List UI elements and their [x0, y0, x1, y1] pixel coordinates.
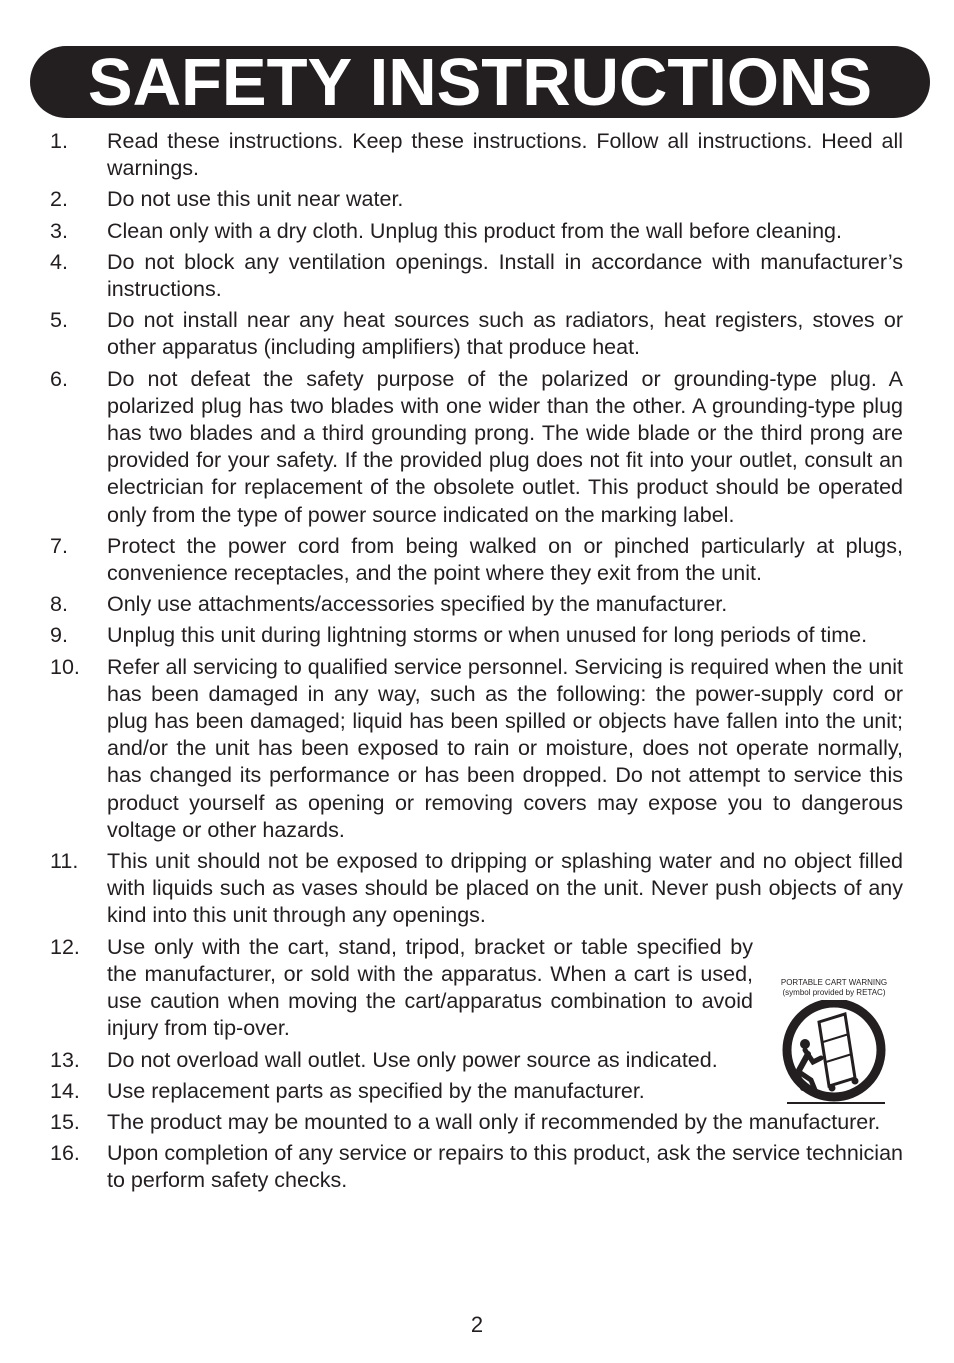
list-item: [0, 128, 954, 182]
portable-cart-warning: [775, 978, 893, 1108]
item-number: 10.: [50, 654, 80, 679]
item-text: Do not install near any heat sources such as radiators, heat registers, stoves or other apparatus (including amplifiers) that produce heat.: [107, 308, 903, 360]
item-text: The product may be mounted to a wall only if recommended by the manufacturer.: [107, 1109, 881, 1134]
list-item: [0, 218, 954, 245]
list-item: [0, 307, 954, 361]
page-title: SAFETY INSTRUCTIONS: [87, 44, 873, 120]
item-number: 2.: [50, 187, 68, 212]
item-number: 15.: [50, 1109, 80, 1134]
item-text: Upon completion of any service or repairs to this product, ask the service technician to perform safety checks.: [107, 1141, 903, 1193]
cart-warning-source: (symbol provided by RETAC): [782, 988, 886, 997]
item-number: 3.: [50, 218, 68, 243]
list-item: [0, 1140, 954, 1194]
list-item: [0, 1109, 954, 1136]
item-text: Do not defeat the safety purpose of the polarized or grounding-type plug. A polarized plug has two blades with one wider than the other. A grounding-type plug has two blades and a third grounding prong. The wide blade or the third prong are provided for your safety. If the provided plug does not fit into your outlet, consult an electrician for replacement of the obsolete outlet. This product should be operated only from the type of power source indicated on the marking label.: [107, 366, 903, 527]
item-number: 1.: [50, 129, 68, 153]
item-number: 4.: [50, 249, 68, 274]
item-number: 11.: [50, 849, 79, 874]
list-item: [0, 591, 954, 618]
item-text: Clean only with a dry cloth. Unplug this product from the wall before cleaning.: [107, 218, 842, 243]
item-number: 13.: [50, 1047, 80, 1072]
item-number: 16.: [50, 1141, 80, 1166]
item-text: Do not use this unit near water.: [107, 187, 404, 212]
list-item: [0, 186, 954, 213]
item-text: Do not block any ventilation openings. Install in accordance with manufacturer’s instructions.: [107, 249, 903, 302]
item-number: 9.: [50, 623, 68, 648]
item-number: 8.: [50, 592, 68, 617]
list-item: [0, 622, 954, 649]
item-number: 5.: [50, 308, 68, 333]
title-banner: [30, 46, 930, 118]
item-text: Use only with the cart, stand, tripod, bracket or table specified by the manufacturer, or sold with the apparatus. When a cart is used, use caution when moving the cart/apparatus combination to avoid injury from tip-over.: [107, 934, 753, 1041]
item-text: Read these instructions. Keep these instructions. Follow all instructions. Heed all warnings.: [107, 129, 903, 181]
list-item: [0, 366, 954, 529]
list-item: [0, 654, 954, 844]
list-item: [0, 533, 954, 587]
item-number: 7.: [50, 533, 68, 558]
item-text: This unit should not be exposed to dripping or splashing water and no object filled with liquids such as vases should be placed on the unit. Never push objects of any kind into this unit through any openings.: [107, 849, 903, 928]
tip-over-cart-icon: [775, 1000, 893, 1106]
item-text: Do not overload wall outlet. Use only power source as indicated.: [107, 1047, 718, 1072]
item-text: Unplug this unit during lightning storms or when unused for long periods of time.: [107, 623, 868, 648]
item-number: 6.: [50, 366, 68, 391]
page-number: 2: [470, 1312, 484, 1337]
item-text: Only use attachments/accessories specified by the manufacturer.: [107, 592, 728, 617]
item-text: Protect the power cord from being walked on or pinched particularly at plugs, convenience receptacles, and the point where they exit from the unit.: [107, 533, 903, 586]
item-text: Refer all servicing to qualified service personnel. Servicing is required when the unit has been damaged in any way, such as the following: the power-supply cord or plug has been damaged; liquid has been spilled or objects have fallen into the unit; and/or the unit has been exposed to rain or moisture, does not operate normally, has changed its performance or has been dropped. Do not attempt to service this product yourself as opening or removing covers may expose you to dangerous voltage or other hazards.: [107, 654, 903, 842]
cart-warning-caption: PORTABLE CART WARNING: [780, 978, 888, 987]
list-item: [0, 249, 954, 303]
item-number: 12.: [50, 934, 80, 959]
item-text: Use replacement parts as specified by the manufacturer.: [107, 1078, 645, 1103]
list-item: [0, 848, 954, 930]
item-number: 14.: [50, 1078, 80, 1103]
